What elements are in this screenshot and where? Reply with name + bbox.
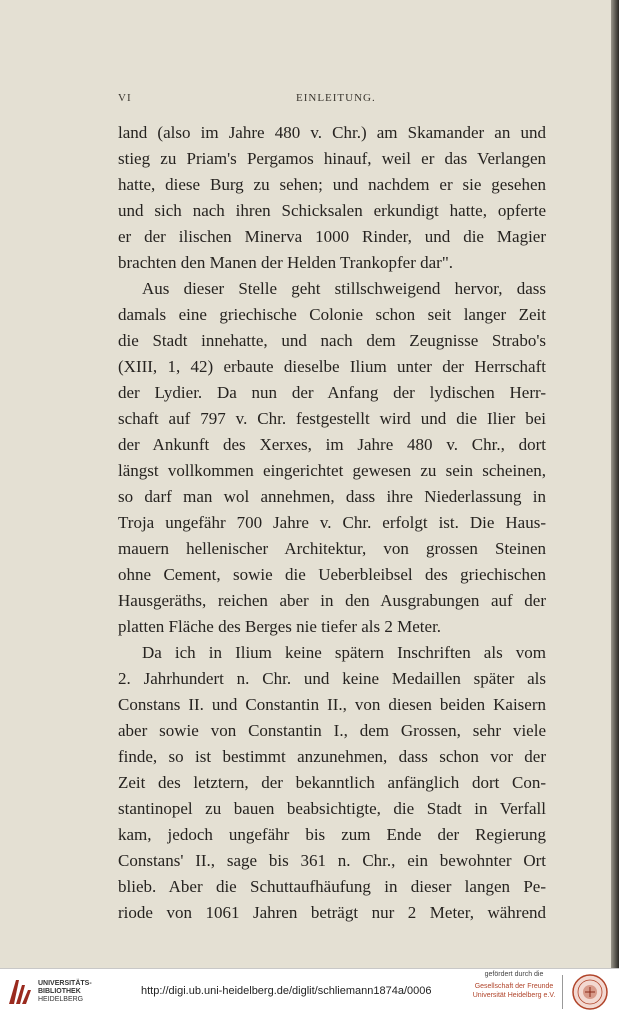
text-line: blieb. Aber die Schuttaufhäufung in dieser langen Pe- xyxy=(118,877,546,896)
text-line: der Lydier. Da nun der Anfang der lydischen Herr- xyxy=(118,383,546,402)
sponsor-by-label: gefördert durch die xyxy=(484,971,544,978)
text-line: stantinopel zu bauen beabsichtigte, die Stadt in Verfall xyxy=(118,799,546,818)
text-line: so darf man wol annehmen, dass ihre Niederlassung in xyxy=(118,487,546,506)
text-line: Da ich in Ilium keine spätern Inschriften als vom xyxy=(142,643,546,662)
sponsor-block xyxy=(466,971,562,1000)
footer-divider xyxy=(562,975,563,1009)
page-edge-shadow xyxy=(611,0,619,968)
library-logo-icon xyxy=(6,977,34,1007)
text-line: (XIII, 1, 42) erbaute dieselbe Ilium unter der Herrschaft xyxy=(118,357,546,376)
library-name xyxy=(38,980,92,1004)
text-line: Troja ungefähr 700 Jahre v. Chr. erfolgt ist. Die Haus- xyxy=(118,513,546,532)
text-line: finde, so ist bestimmt anzunehmen, dass schon vor der xyxy=(118,747,546,766)
text-line: kam, jedoch ungefähr bis zum Ende der Regierung xyxy=(118,825,546,844)
text-line: land (also im Jahre 480 v. Chr.) am Skamander an und xyxy=(118,123,546,142)
running-title: EINLEITUNG. xyxy=(296,92,376,104)
library-name-line: BIBLIOTHEK xyxy=(38,988,81,995)
text-line: Zeit des letztern, der bekanntlich anfänglich dort Con- xyxy=(118,773,546,792)
text-line: damals eine griechische Colonie schon seit langer Zeit xyxy=(118,305,546,324)
text-line: platten Fläche des Berges nie tiefer als 2 Meter. xyxy=(118,617,442,636)
text-line: aber sowie von Constantin I., dem Grossen, sehr viele xyxy=(118,721,546,740)
text-line: die Stadt innehatte, und nach dem Zeugnisse Strabo's xyxy=(118,331,546,350)
text-line: Aus dieser Stelle geht stillschweigend hervor, dass xyxy=(142,279,546,298)
sponsor-org-line: Gesellschaft der Freunde xyxy=(474,983,554,990)
text-line: Constans' II., sage bis 361 n. Chr., ein bewohnter Ort xyxy=(118,851,546,870)
text-line: mauern hellenischer Architektur, von grossen Steinen xyxy=(118,539,546,558)
text-line: der Ankunft des Xerxes, im Jahre 480 v. Chr., dort xyxy=(118,435,546,454)
running-header xyxy=(0,92,619,110)
library-name-line: UNIVERSITÄTS- xyxy=(38,980,92,987)
text-line: und sich nach ihren Schicksalen erkundigt hatte, opferte xyxy=(118,201,546,220)
text-line: schaft auf 797 v. Chr. festgestellt wird und die Ilier bei xyxy=(118,409,546,428)
text-line: 2. Jahrhundert n. Chr. und keine Medaillen später als xyxy=(118,669,546,688)
text-line: riode von 1061 Jahren beträgt nur 2 Meter, während xyxy=(118,903,546,922)
text-line: stieg zu Priam's Pergamos hinauf, weil er das Verlangen xyxy=(118,149,546,168)
permalink-url[interactable]: http://digi.ub.uni-heidelberg.de/diglit/schliemann1874a/0006 xyxy=(141,985,432,997)
text-line: hatte, diese Burg zu sehen; und nachdem er sie gesehen xyxy=(118,175,546,194)
text-line: er der ilischen Minerva 1000 Rinder, und die Magier xyxy=(118,227,546,246)
sponsor-org-line: Universität Heidelberg e.V. xyxy=(472,992,556,999)
page-number: VI xyxy=(118,92,132,104)
text-line: Constans II. und Constantin II., von diesen beiden Kaisern xyxy=(118,695,546,714)
digitization-footer xyxy=(0,968,619,1015)
body-text xyxy=(118,120,546,926)
text-line: längst vollkommen eingerichtet gewesen zu sein scheinen, xyxy=(118,461,546,480)
university-seal-icon xyxy=(571,973,609,1011)
text-line: ohne Cement, sowie die Ueberbleibsel des griechischen xyxy=(118,565,546,584)
library-name-line: HEIDELBERG xyxy=(38,996,84,1003)
text-line: Hausgeräths, reichen aber in den Ausgrabungen auf der xyxy=(118,591,546,610)
text-line: brachten den Manen der Helden Trankopfer dar". xyxy=(118,253,454,272)
